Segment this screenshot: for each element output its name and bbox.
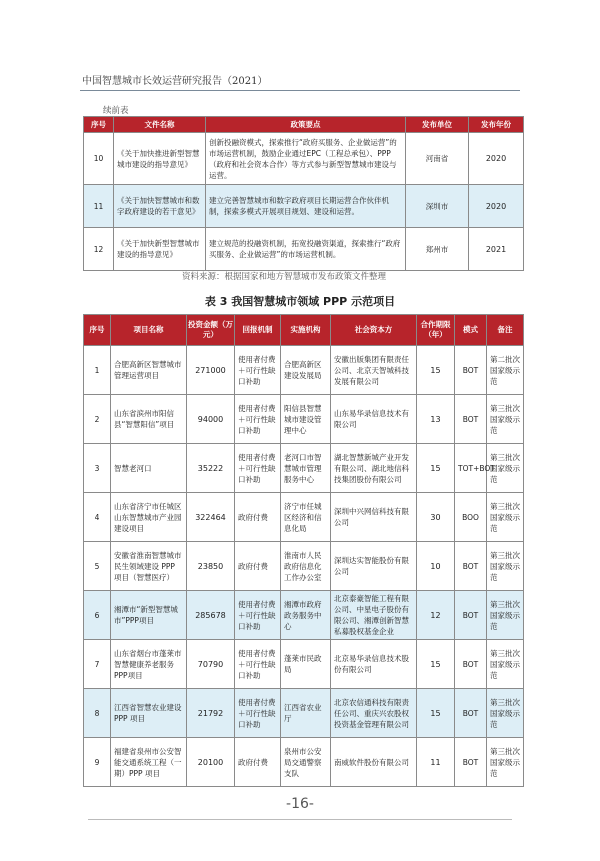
table-row xyxy=(84,395,524,444)
ppp-table-header xyxy=(84,315,524,346)
row-mode: BOT xyxy=(455,591,487,640)
col-header-mode: 模式 xyxy=(455,315,487,346)
table-row xyxy=(84,738,524,787)
row-policy-points: 建立完善智慧城市和数字政府项目长期运营合作伙伴机制，探索多模式开展项目规划、建设和运营。 xyxy=(206,185,406,228)
row-issuer: 深圳市 xyxy=(406,185,469,228)
row-social-capital: 山东易华录信息技术有限公司 xyxy=(331,395,417,444)
row-project-name: 山东省济宁市任城区山东智慧城市产业园建设项目 xyxy=(111,493,187,542)
row-no: 11 xyxy=(84,185,114,228)
row-agency: 老河口市智慧城市管理服务中心 xyxy=(281,444,331,493)
row-no: 6 xyxy=(84,591,111,640)
running-header-title: 中国智慧城市长效运营研究报告（2021） xyxy=(82,76,268,87)
table-row xyxy=(84,640,524,689)
row-no: 7 xyxy=(84,640,111,689)
row-return-mechanism: 使用者付费＋可行性缺口补助 xyxy=(235,640,281,689)
row-term: 15 xyxy=(417,689,455,738)
col-header-social-capital: 社会资本方 xyxy=(331,315,417,346)
row-no: 2 xyxy=(84,395,111,444)
header-divider xyxy=(80,90,520,91)
row-return-mechanism: 政府付费 xyxy=(235,738,281,787)
row-project-name: 合肥高新区智慧城市管理运营项目 xyxy=(111,346,187,395)
col-header-note: 备注 xyxy=(487,315,524,346)
col-header-no: 序号 xyxy=(84,117,114,133)
table-row xyxy=(84,346,524,395)
row-social-capital: 北京泰豪智能工程有限公司、中星电子股份有限公司、湘潭创新智慧私募股权基金企业 xyxy=(331,591,417,640)
row-mode: BOT xyxy=(455,738,487,787)
row-social-capital: 深圳中兴网信科技有限公司 xyxy=(331,493,417,542)
table-row xyxy=(84,493,524,542)
row-social-capital: 北京农信通科技有限责任公司、重庆兴农股权投资基金管理有限公司 xyxy=(331,689,417,738)
row-issuer: 河南省 xyxy=(406,133,469,185)
row-no: 4 xyxy=(84,493,111,542)
row-year: 2020 xyxy=(469,133,524,185)
row-no: 1 xyxy=(84,346,111,395)
page-number: -16- xyxy=(286,796,314,812)
row-term: 12 xyxy=(417,591,455,640)
row-mode: BOT xyxy=(455,346,487,395)
row-note: 第三批次国家级示范 xyxy=(487,395,524,444)
table-row xyxy=(84,591,524,640)
row-project-name: 智慧老河口 xyxy=(111,444,187,493)
row-no: 10 xyxy=(84,133,114,185)
row-project-name: 安徽省淮南智慧城市民生领域建设 PPP 项目（智慧医疗） xyxy=(111,542,187,591)
row-investment: 20100 xyxy=(187,738,235,787)
row-issuer: 郑州市 xyxy=(406,228,469,271)
row-return-mechanism: 使用者付费＋可行性缺口补助 xyxy=(235,395,281,444)
row-note: 第三批次国家级示范 xyxy=(487,689,524,738)
row-policy-points: 创新投融资模式，探索推行“政府买服务、企业做运营”的市场运营机制，鼓励企业通过EPC（工程总承包）、PPP（政府和社会资本合作）等方式参与新型智慧城市建设与运营。 xyxy=(206,133,406,185)
row-term: 15 xyxy=(417,444,455,493)
row-term: 30 xyxy=(417,493,455,542)
row-investment: 94000 xyxy=(187,395,235,444)
policy-table-header xyxy=(84,117,524,133)
row-project-name: 山东省滨州市阳信县“智慧阳信”项目 xyxy=(111,395,187,444)
row-agency: 济宁市任城区经济和信息化局 xyxy=(281,493,331,542)
row-project-name: 江西省智慧农业建设 PPP 项目 xyxy=(111,689,187,738)
row-agency: 泉州市公安局交通警察支队 xyxy=(281,738,331,787)
table-row xyxy=(84,689,524,738)
row-no: 3 xyxy=(84,444,111,493)
row-note: 第三批次国家级示范 xyxy=(487,542,524,591)
continued-label: 续前表 xyxy=(103,106,129,116)
row-return-mechanism: 使用者付费＋可行性缺口补助 xyxy=(235,591,281,640)
col-header-file-name: 文件名称 xyxy=(114,117,206,133)
row-note: 第三批次国家级示范 xyxy=(487,591,524,640)
col-header-policy-points: 政策要点 xyxy=(206,117,406,133)
row-investment: 322464 xyxy=(187,493,235,542)
row-mode: BOT xyxy=(455,542,487,591)
row-year: 2021 xyxy=(469,228,524,271)
row-project-name: 山东省烟台市蓬莱市智慧健康养老服务 PPP项目 xyxy=(111,640,187,689)
row-term: 15 xyxy=(417,346,455,395)
table-row xyxy=(84,133,524,185)
ppp-projects-table xyxy=(83,314,524,787)
row-term: 15 xyxy=(417,640,455,689)
row-investment: 23850 xyxy=(187,542,235,591)
row-no: 12 xyxy=(84,228,114,271)
row-return-mechanism: 政府付费 xyxy=(235,542,281,591)
row-note: 第三批次国家级示范 xyxy=(487,640,524,689)
table3-title: 表 3 我国智慧城市领域 PPP 示范项目 xyxy=(204,295,396,308)
row-social-capital: 南威软件股份有限公司 xyxy=(331,738,417,787)
row-mode: BOT xyxy=(455,640,487,689)
col-header-no: 序号 xyxy=(84,315,111,346)
row-note: 第三批次国家级示范 xyxy=(487,738,524,787)
table-row xyxy=(84,185,524,228)
row-return-mechanism: 使用者付费＋可行性缺口补助 xyxy=(235,346,281,395)
row-investment: 35222 xyxy=(187,444,235,493)
col-header-project-name: 项目名称 xyxy=(111,315,187,346)
row-mode: BOO xyxy=(455,493,487,542)
row-mode: BOT xyxy=(455,689,487,738)
row-term: 11 xyxy=(417,738,455,787)
source-note: 资料来源：根据国家和地方智慧城市发布政策文件整理 xyxy=(182,272,387,282)
table-row xyxy=(84,444,524,493)
row-note: 第二批次国家级示范 xyxy=(487,346,524,395)
row-agency: 江西省农业厅 xyxy=(281,689,331,738)
row-return-mechanism: 使用者付费＋可行性缺口补助 xyxy=(235,444,281,493)
row-project-name: 福建省泉州市公安智能交通系统工程（一期）PPP 项目 xyxy=(111,738,187,787)
row-social-capital: 安徽出版集团有限责任公司、北京天智城科技发展有限公司 xyxy=(331,346,417,395)
row-investment: 285678 xyxy=(187,591,235,640)
row-no: 5 xyxy=(84,542,111,591)
row-investment: 271000 xyxy=(187,346,235,395)
row-social-capital: 深圳达实智能股份有限公司 xyxy=(331,542,417,591)
row-mode: BOT xyxy=(455,395,487,444)
row-social-capital: 湖北智慧新城产业开发有限公司、湖北地信科技集团股份有限公司 xyxy=(331,444,417,493)
row-investment: 70790 xyxy=(187,640,235,689)
footer-divider xyxy=(88,819,512,820)
row-agency: 湘潭市政府政务服务中心 xyxy=(281,591,331,640)
row-agency: 蓬莱市民政局 xyxy=(281,640,331,689)
row-return-mechanism: 使用者付费＋可行性缺口补助 xyxy=(235,689,281,738)
row-agency: 淮南市人民政府信息化工作办公室 xyxy=(281,542,331,591)
table-row xyxy=(84,228,524,271)
row-no: 9 xyxy=(84,738,111,787)
row-investment: 21792 xyxy=(187,689,235,738)
row-agency: 合肥高新区建设发展局 xyxy=(281,346,331,395)
row-social-capital: 北京易华录信息技术股份有限公司 xyxy=(331,640,417,689)
row-file-name: 《关于加快智慧城市和数字政府建设的若干意见》 xyxy=(114,185,206,228)
row-term: 13 xyxy=(417,395,455,444)
col-header-year: 发布年份 xyxy=(469,117,524,133)
row-year: 2020 xyxy=(469,185,524,228)
col-header-issuer: 发布单位 xyxy=(406,117,469,133)
row-mode: TOT+BOT xyxy=(455,444,487,493)
row-note: 第三批次国家级示范 xyxy=(487,444,524,493)
row-file-name: 《关于加快推进新型智慧城市建设的指导意见》 xyxy=(114,133,206,185)
col-header-agency: 实施机构 xyxy=(281,315,331,346)
table-row xyxy=(84,542,524,591)
row-policy-points: 建立规范的投融资机制，拓宽投融资渠道，探索推行“政府买服务、企业做运营”的市场运营机制。 xyxy=(206,228,406,271)
row-agency: 阳信县智慧城市建设管理中心 xyxy=(281,395,331,444)
row-file-name: 《关于加快新型智慧城市建设的指导意见》 xyxy=(114,228,206,271)
row-term: 10 xyxy=(417,542,455,591)
col-header-return-mechanism: 回报机制 xyxy=(235,315,281,346)
row-note: 第三批次国家级示范 xyxy=(487,493,524,542)
row-no: 8 xyxy=(84,689,111,738)
row-project-name: 湘潭市“新型智慧城市”PPP项目 xyxy=(111,591,187,640)
col-header-investment: 投资金额（万元） xyxy=(187,315,235,346)
row-return-mechanism: 政府付费 xyxy=(235,493,281,542)
col-header-term: 合作期限（年） xyxy=(417,315,455,346)
policy-table xyxy=(83,116,524,271)
